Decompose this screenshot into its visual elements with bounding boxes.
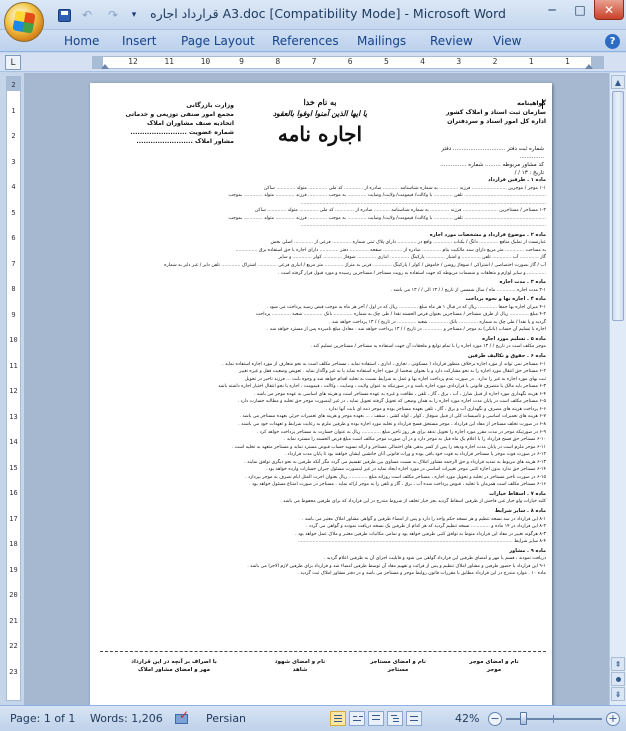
- ruler-number: 2: [11, 132, 16, 140]
- web-layout-icon: [372, 715, 380, 716]
- body-line: ۶-۱۲ در صورت فوت موجر یا مستاجر قرارداد به قوت خود باقی بوده و وراث قانونی آنان جانشین ایشان خواهند بود تا پایان مدت قرارداد .: [284, 452, 546, 458]
- select-browse-object-button[interactable]: [611, 672, 625, 686]
- section-heading: ماده ۹ . مشاور: [509, 547, 546, 554]
- header-left-line: مشاور املاک ........................: [136, 138, 234, 145]
- draft-icon: [410, 720, 418, 721]
- body-line: ۶-۱۰ مستاجر حق فسخ قرارداد را با اعلام یک ماه قبل به موجر دارد و در آن صورت موجر مکلف است مبلغ قرض الحسنه را مسترد نماید .: [283, 437, 546, 443]
- body-line: آب / گاز بصورت اختصاصی / اشتراکی / شوفاژ روشن / خاموش / کولر / پارکینگ ............. قرنی به متراژ ............. متر مربع / انباری فرعی ............. اشتراک ............. تلفن دایر / غیر دایر به شماره: [164, 263, 546, 269]
- body-line: ۴-۲ مبلغ ............. ریال از طرف مستاجر / مستاجرین بعنوان قرض الحسنه نقدا / طی چک به شماره ............. بانک ............. شعبه ............. پرداخت: [255, 312, 546, 318]
- section-heading: ماده ۲ . موضوع قرارداد و مشخصات مورد اجاره: [429, 231, 546, 238]
- title-bar: [0, 0, 626, 30]
- ruler-number: 6: [347, 57, 353, 66]
- chevron-down-icon: ▾: [131, 10, 137, 20]
- body-line: ۴-۱ میزان اجاره بها جمعا ............. ریال که در قبال ۱ هر ماه مبلغ ............. ریال که در اول / آخر هر ماه به موجب قبض رسید پرداخت می شود .: [266, 304, 546, 310]
- document-body: [100, 175, 546, 578]
- body-line: ........................................................................................................................................................................: [300, 223, 546, 229]
- ruler-number: 3: [456, 57, 462, 66]
- print-layout-icon: [334, 715, 342, 716]
- ruler-number: 7: [11, 259, 16, 268]
- body-line: گردید و یا نقدا / طی چک به شماره ............. بانک ............. شعبه ............. در تاریخ / / ۱۳ پرداخت خواهد شد .: [329, 319, 546, 325]
- minus-icon: −: [490, 712, 500, 725]
- header-left-line: شماره عضویت ........................: [130, 129, 234, 136]
- arrow-up-icon: ▲: [614, 77, 622, 87]
- body-line: به مساحت ............. متر مربع دارای سند مالکیت بنام ............. صادره از ............. صفحه ............. دفتر ............. دارای اجاره با حق استفاده برق ...............: [235, 247, 546, 253]
- body-line: ۱-۱ موجر / موجرین ........................ فرزند ............. به شماره شناسنامه ........... صادره از ............. کد ملی ............. متولد ............. ساکن: [263, 185, 546, 191]
- vertical-scrollbar[interactable]: [609, 73, 626, 705]
- maximize-button[interactable]: [566, 0, 594, 20]
- customize-qat-button[interactable]: [128, 7, 140, 23]
- ruler-number: 23: [9, 667, 18, 676]
- body-line: گاز ............. آب ............. تلفن ............. و امتیاز ............. پارکینگ ............. انباری ............. شوفاژ ............. کولر ............. و سایر: [278, 255, 546, 261]
- section-heading: ماده ۱ . طرفین قرارداد: [488, 177, 546, 183]
- vertical-ruler[interactable]: [6, 76, 21, 701]
- reading-icon: [353, 716, 357, 717]
- header-right-line: اداره کل امور اسناد و سردفتران: [447, 118, 546, 125]
- draft-icon: [410, 716, 418, 717]
- zoom-center-tick: [553, 715, 554, 723]
- body-line: ۸-۴ ساير شرايط ...................................................................................................................................................: [298, 539, 546, 545]
- language-indicator[interactable]: Persian: [206, 712, 247, 725]
- proofing-button[interactable]: [174, 710, 192, 726]
- body-line: ............. و سایر لوازم و متعلقات و منضمات مربوطه که جهت استفاده به رویت مستاجر / مستاجرین رسیده و مورد قبول قرار گرفته است .: [278, 270, 546, 276]
- body-line: ۹-۱ این قرارداد با حضور طرفین و مشاور املاک تنظیم و پس از قرائت و تفهیم مفاد آن توسط طرفین امضاء شد و قرارداد برای طرفین لازم الاجرا می باشد .: [247, 563, 546, 569]
- body-line: ۶-۴ هزینه نگهداری مورد اجاره از قبیل شارژ ، آب ، برق ، گاز ، تلفن ، نظافت و غیره به عهده مستاجر است و هزینه های اساسی به عهده موجر می باشد .: [253, 391, 546, 397]
- header-center: [250, 97, 390, 146]
- signature-role: مستاجر: [387, 667, 409, 673]
- redo-button[interactable]: [102, 7, 124, 23]
- header-left-line: اتحادیه صنف مشاوران املاک: [146, 120, 234, 127]
- next-page-button[interactable]: [611, 687, 625, 701]
- ruler-bar: [0, 53, 626, 72]
- ruler-number: 4: [420, 57, 426, 66]
- body-line: ۶-۱۶ مستاجر مکلف است همزمان با تخلیه ، قبوض پرداخت شده آب ، برق ، گاز و تلفن را به موجر ارائه نماید . مستاجر در صورت امتناع مسئول خواهد بود .: [249, 482, 546, 488]
- plus-icon: +: [608, 712, 618, 725]
- ruler-number: 11: [164, 57, 175, 66]
- verse: یا ایها الذین آمنوا اوفوا بالعقود: [272, 109, 368, 118]
- body-line: ۸-۲ این قرارداد در ۱۴ ماده و ............. نسخه تنظیم گردید که هر کدام از طرفین یک نسخه دریافت نمودند و گواهی می گردد .: [306, 524, 546, 530]
- zoom-level[interactable]: 42%: [455, 712, 480, 725]
- window-title: قرارداد اجاره A3.doc [Compatibility Mode] - Microsoft Word: [150, 6, 506, 21]
- body-line: ........................................................ تلفن ............. با وکالت/ قیمومت/ ولایت/ وصایت ............. به موجب ............. فرزند ............. متولد ............. بموجب: [228, 193, 546, 199]
- office-button[interactable]: [4, 2, 44, 42]
- ruler-number: 1: [11, 106, 16, 115]
- header-left-line: وزارت بازرگانی: [186, 102, 234, 109]
- undo-icon: ↶: [81, 8, 93, 22]
- print-layout-button[interactable]: [330, 711, 346, 726]
- outline-icon: [393, 721, 399, 722]
- tab-mailings[interactable]: Mailings: [357, 34, 407, 48]
- ruler-number: 8: [11, 285, 16, 293]
- header-left-line: مجمع امور صنفی توزیعی و خدماتی: [125, 111, 234, 118]
- body-line: عبارتست از تملیک منافع ............. دانگ / یکباب ............. واقع در ............. دارای پلاک ثبتی شماره ............. فرعی از ............. اصلی بخش: [270, 240, 546, 246]
- double-down-icon: ⇟: [614, 689, 622, 699]
- save-button[interactable]: [56, 7, 72, 23]
- body-line: ........................................................................................................................................................................: [300, 200, 546, 206]
- section-heading: ماده ۸ . سایر شرایط: [494, 507, 546, 514]
- body-line: اجاره با تسلیم آن حساب (بانکی) به موجر / مستاجر و ............. در تاریخ / / ۱۳ پرداخت خواهد شد . معادل مبلغ نامبرده پس از مسترد خواهد شد .: [266, 327, 546, 333]
- double-up-icon: ⇞: [614, 659, 622, 669]
- minimize-button[interactable]: [538, 0, 566, 20]
- body-line: ثبت بهای مورد اجاره به غیر را ندارد . در صورت عدم پرداخت اجاره بها و عمل به شرایط نسبت به تخلیه اقدام خواهد شد و وجوه بابت ... فرزند تاخیر در تحویل: [244, 376, 546, 382]
- ruler-number: 16: [9, 489, 18, 497]
- signature-label: با اصراف بر آنچه در این قرارداد: [131, 659, 217, 665]
- office-logo-icon: [12, 10, 35, 33]
- undo-button[interactable]: [76, 7, 98, 23]
- ruler-number: 20: [9, 591, 18, 599]
- minimize-icon: ─: [548, 3, 556, 17]
- body-line: کلیه خیارات ولو خیار غبن فاحش از طرفین اسقاط گردید بجز خیار تخلف از شروط مندرج در این قرارداد که برای طرفین محفوظ می باشد .: [280, 499, 546, 505]
- ruler-number: 5: [11, 208, 16, 217]
- redo-icon: ↷: [107, 8, 119, 22]
- reading-icon: [359, 716, 363, 717]
- maximize-icon: □: [574, 3, 586, 17]
- ruler-number: 3: [11, 157, 16, 166]
- section-heading: ماده ۶ . حقوق و تکالیف طرفین: [468, 353, 546, 360]
- document-area[interactable]: [24, 73, 609, 705]
- ruler-number: 2: [11, 81, 16, 89]
- ruler-number: 22: [9, 642, 18, 650]
- section-heading: ماده ۴ . اجاره بها و نحوه پرداخت: [465, 296, 546, 303]
- tab-home[interactable]: Home: [64, 34, 100, 48]
- signature-label: نام و امضای شهود: [274, 659, 326, 665]
- save-icon: [58, 9, 71, 22]
- body-line: ۶-۱ مستاجر نمی تواند از مورد اجاره برخلاف منظور قرارداد ( مسکونی ، تجاری ، اداری ، استفاده نماید ، مستاجر مکلف است به نحو متعارف از مورد اجاره استفاده نماید .: [222, 361, 546, 367]
- ribbon-tabs: [0, 30, 626, 52]
- document-numbers: [420, 145, 544, 177]
- indent-marker-icon[interactable]: [101, 64, 109, 69]
- previous-page-button[interactable]: [611, 657, 625, 671]
- number-line: کد مشاور مربوطه ......... شماره ...............: [440, 162, 544, 168]
- body-line: ۶-۱۴ مستاجر حق ندارد بدون اجازه کتبی موجر تغییرات اساسی در مورد اجاره ایجاد نماید در غیر اینصورت مسئول جبران خسارات وارده خواهد بود .: [265, 467, 546, 473]
- outline-button[interactable]: [387, 711, 403, 726]
- body-line: ........................................................ تلفن ............. با وکالت/ قیمومت/ ولایت/ وصایت ............. به موجب ............. فرزند ............. متولد ............. بموجب: [228, 215, 546, 221]
- tab-page-layout[interactable]: Page Layout: [181, 34, 255, 48]
- section-heading: ماده ۵ . تسلیم مورد اجاره: [482, 335, 546, 342]
- scroll-thumb[interactable]: [612, 91, 624, 321]
- body-line: ۶-۹ در صورتیکه موجر در مدت مقرر مورد اجاره را تحویل ندهد برای هر روز تاخیر مبلغ ............. ریال به عنوان خسارت به مستاجر پرداخت خواهد کرد .: [256, 429, 546, 435]
- outline-icon: [393, 718, 399, 719]
- ruler-number: 21: [9, 616, 18, 625]
- ruler-number: 9: [11, 310, 16, 319]
- close-button[interactable]: [594, 0, 624, 20]
- browse-object-icon: [616, 677, 621, 682]
- body-line: ۸-۱ این قرارداد در سه نسخه تنظیم و هر نسخه حکم واحد را دارد و پس از امضاء طرفین و گواهی مشاور املاک معتبر می باشد .: [301, 516, 546, 522]
- signature-label: نام و امضای موجر: [469, 659, 519, 665]
- ruler-number: 12: [128, 57, 138, 66]
- ruler-number: 12: [9, 387, 18, 395]
- section-heading: ماده ۷ . اسقاط خیارات: [489, 490, 546, 497]
- zoom-in-button[interactable]: [606, 712, 620, 726]
- header-left: [104, 101, 234, 146]
- body-line: ۶-۸ در صورت تخلف مستاجر از مفاد این قرارداد ، موجر مستحق فسخ قرارداد و تخلیه مورد اجاره بوده و طرفین ملزم به رعایت شرایط و تعهدات خود می باشند .: [238, 421, 546, 427]
- ruler-number: 18: [9, 540, 18, 548]
- ruler-number: 17: [9, 514, 18, 523]
- ruler-number: 2: [492, 57, 498, 66]
- body-line: ۶-۶ پرداخت هزینه های مصرف و نگهداری آب و برق ، گاز ، تلفن بعهده مستاجر بوده و موجر ذمه ای بابت آنها ندارد .: [325, 406, 546, 412]
- ruler-number: 8: [275, 57, 281, 66]
- word-count[interactable]: Words: 1,206: [90, 712, 163, 725]
- help-icon[interactable]: ?: [605, 34, 620, 49]
- body-line: ماده ۱۰ . موارد مندرج در این قرارداد مطابق با مقررات قانون روابط موجر و مستاجر می باشد و در دفتر مشاور املاک ثبت گردید .: [297, 571, 546, 577]
- header-right-line: سازمان ثبت اسناد و املاک کشور: [446, 109, 546, 116]
- scroll-up-button[interactable]: [611, 75, 625, 89]
- check-icon: ✓: [179, 708, 190, 722]
- ruler-number: 19: [9, 565, 18, 574]
- body-line: ۱-۲ مستاجر / مستاجرین ........................ فرزند ............. به شماره شناسنامه ........... صادره از ............. کد ملی ............. متولد ............. ساکن: [254, 208, 546, 214]
- draft-button[interactable]: [406, 711, 422, 726]
- ruler-number: 10: [200, 57, 211, 66]
- body-line: ۶-۱۳ هزینه های مربوط به تمدید قرارداد و حق الزحمه مشاور املاک به نسبت مساوی بین طرفین تقسیم می گردد مگر آنکه طرفین به نحو دیگری توافق نمایند .: [244, 459, 546, 465]
- body-line: ۶-۵ مستاجر مکلف است در پایان مدت اجاره مورد اجاره را به همان وضعی که تحویل گرفته تحویل نماید ، در غیر اینصورت موجر حق تخلیه و مطالبه خسارت دارد .: [237, 399, 546, 405]
- body-line: موجر مکلف است در تاریخ / / ۱۳ مورد اجاره را با تمام توابع و ملحقات آن جهت استفاده به مستاجر / مستاجرین تسلیم کند .: [310, 344, 546, 350]
- horizontal-ruler[interactable]: [92, 56, 604, 69]
- tab-selector[interactable]: L: [5, 55, 21, 70]
- ruler-number: 15: [9, 463, 18, 472]
- web-layout-button[interactable]: [368, 711, 384, 726]
- header-right: [416, 99, 546, 126]
- status-bar: [0, 705, 626, 731]
- bismillah: به نام خدا: [303, 97, 337, 107]
- signature-block: [444, 658, 544, 674]
- signature-role: موجر: [486, 667, 502, 673]
- body-line: ۶-۲ مستاجر حق انتقال مورد اجاره را به نحو مشارکت دارد و یا بعنوان شخصا از مورد اجاره استفاده نماید یا به غیر واگذار نماید . تعویض وضعیت قفل و غیره تغییر: [239, 369, 546, 375]
- reading-icon: [353, 720, 361, 721]
- ruler-number: 11: [9, 361, 18, 370]
- signature-block: [250, 658, 350, 674]
- body-line: دریافت نمودند ، قسم یا مهر و امضای طرفین این قرارداد گواهی می شود و قابلیت اجرای آن به طرفین اعلام گردید .: [323, 556, 546, 562]
- zoom-out-button[interactable]: [488, 712, 502, 726]
- signature-role: مهر و امضای مشاور املاک: [137, 667, 211, 673]
- ruler-number: 6: [11, 234, 16, 242]
- indent-marker-icon[interactable]: [585, 64, 593, 69]
- ruler-number: 1: [564, 57, 570, 66]
- print-layout-icon: [334, 721, 342, 722]
- section-heading: ماده ۳ . مدت اجاره: [499, 279, 546, 286]
- page-count[interactable]: Page: 1 of 1: [10, 712, 76, 725]
- signature-block: [124, 658, 224, 674]
- ruler-number: 1: [528, 57, 534, 66]
- number-line: تاریخ : ۱۳ / /: [514, 170, 544, 176]
- body-line: ۶-۷ هزینه های تعمیرات اساسی و تاسیسات کلی از قبیل شوفاژ ، کولر ، لوله کشی ، سقف ، ... بعهده موجر و هزینه های تعمیرات جزئی بعهده مستاجر می باشد .: [239, 414, 546, 420]
- number-line: شماره ثبت دفتر .............................. دفتر ..............: [441, 146, 544, 160]
- ruler-number: 10: [9, 336, 18, 344]
- ruler-number: 5: [383, 57, 389, 66]
- close-icon: ✕: [603, 2, 615, 17]
- document-page[interactable]: [90, 83, 552, 705]
- signature-block: [348, 658, 448, 674]
- full-screen-reading-button[interactable]: [349, 711, 365, 726]
- ruler-number: 7: [311, 57, 317, 66]
- document-title: اجاره نامه: [277, 122, 363, 146]
- signature-label: نام و امضای مستاجر: [370, 659, 426, 665]
- outline-icon: [391, 715, 397, 716]
- signature-divider: [100, 651, 546, 652]
- tab-review[interactable]: Review: [430, 34, 473, 48]
- tab-view[interactable]: View: [493, 34, 522, 48]
- zoom-slider-thumb[interactable]: [520, 712, 527, 725]
- tab-insert[interactable]: Insert: [122, 34, 157, 48]
- body-line: ۶-۳ مستاجر باید مالک یا متصرف قانونی یا قراردادی مورد اجاره باشد و در صورتیکه به عنوان ولایت ، وصایت ، وکالت ، قیمومت ، اجاره یا نحو انتقال اختیار اجاره داشته باشد: [218, 384, 546, 390]
- web-layout-icon: [372, 719, 380, 720]
- body-line: ۶-۱۵ در صورت تأخیر مستاجر در تخلیه و تحویل مورد اجاره ، مستاجر مکلف است روزانه مبلغ ............. ریال بعنوان اجرت المثل ایام تصرف به موجر بپردازد .: [245, 474, 546, 480]
- ruler-number: 13: [9, 412, 18, 421]
- header-right-line: گواهینامه: [517, 100, 546, 107]
- body-line: ۶-۱۱ موجر ملزم است در پایان مدت اجاره ودیعه را پس از کسر بدهی های احتمالی مستاجر و ارائه تسویه حساب قبوض مسترد نماید و مستاجر متعهد به تخلیه است .: [231, 444, 546, 450]
- ruler-number: 4: [11, 183, 16, 191]
- ruler-number: 14: [9, 438, 18, 446]
- print-layout-icon: [334, 718, 342, 719]
- tab-references[interactable]: References: [272, 34, 339, 48]
- body-line: ۸-۳ هرگونه تغییر در مفاد این قرارداد منوط به توافق کتبی طرفین خواهد بود و تمامی مکاتبات طرفین معتبر و ملاک عمل خواهد بود .: [295, 531, 546, 537]
- signature-role: شاهد: [292, 667, 308, 673]
- body-line: ۳-۱ مدت اجاره ............. ماه / سال شمسی از تاریخ / / ۱۳ الی / / ۱۳ می باشد .: [390, 287, 546, 293]
- ruler-number: 9: [239, 57, 245, 66]
